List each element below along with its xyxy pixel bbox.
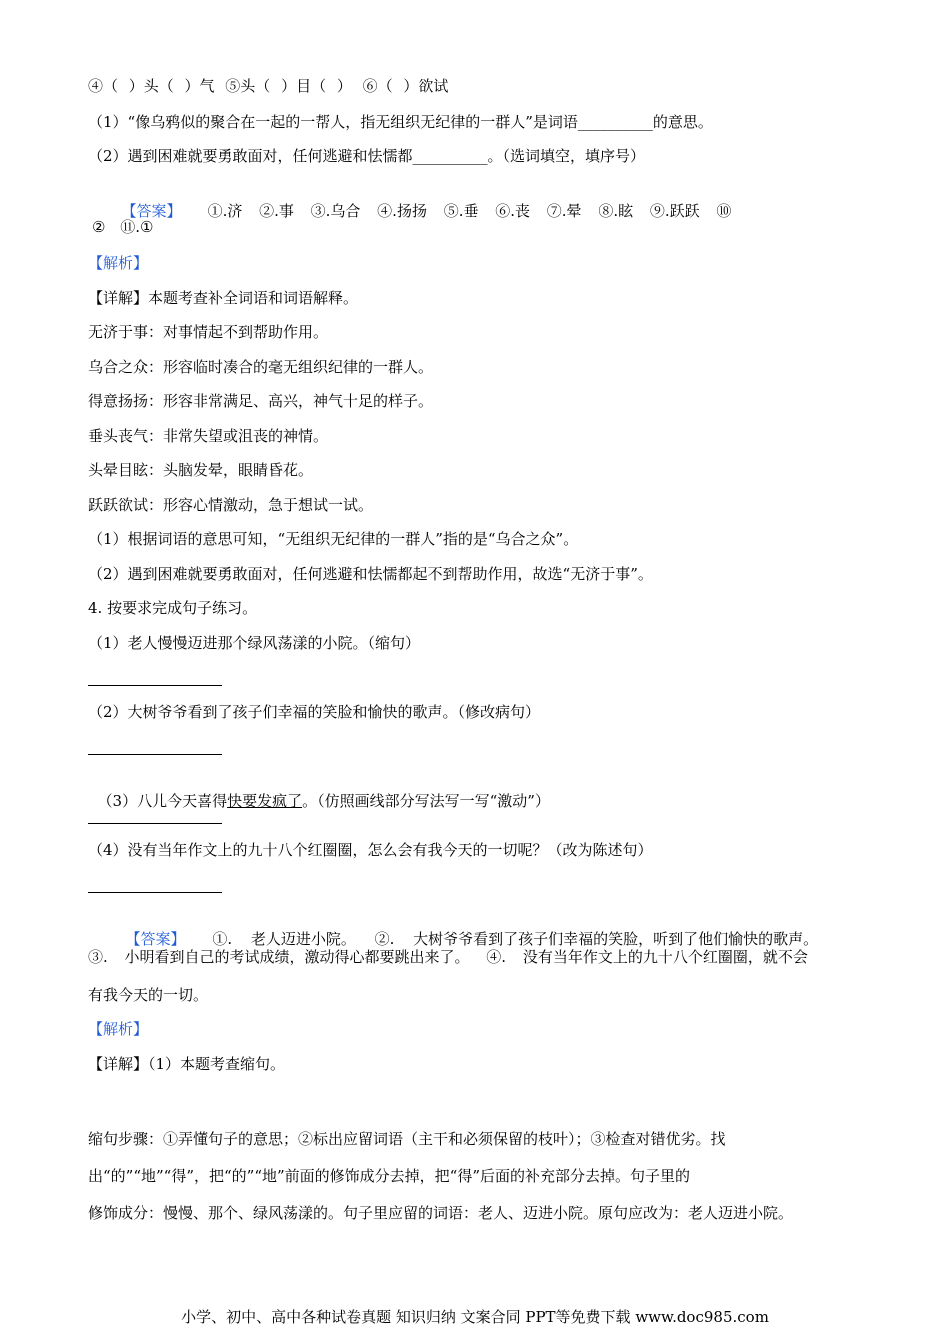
q3-detail-line: 无济于事：对事情起不到帮助作用。	[88, 323, 329, 341]
answer-blank-rule	[88, 685, 222, 686]
q3-answer-line2: ② ⑪.①	[92, 218, 154, 236]
analysis-tag: 【解析】	[88, 1020, 149, 1038]
q4-answer-line3: 有我今天的一切。	[88, 986, 209, 1004]
q4-answer-values: ①. 老人迈进小院。 ②. 大树爷爷看到了孩子们幸福的笑脸，听到了他们愉快的歌声。	[193, 930, 819, 948]
q3-answer-line1	[88, 181, 731, 221]
answer-tag: 【答案】	[125, 930, 186, 948]
q4-answer-line2: ③. 小明看到自己的考试成绩，激动得心都要跳出来了。 ④. 没有当年作文上的九十八个红圈圈，就不会	[88, 948, 808, 966]
answer-blank-rule	[88, 754, 222, 755]
q4-sub3-post: 。（仿照画线部分写法写一写“激动”）	[302, 792, 550, 810]
q4-title: 4. 按要求完成句子练习。	[88, 599, 258, 617]
q4-sub3	[88, 771, 550, 811]
q4-step-line: 缩句步骤：①弄懂句子的意思；②标出应留词语（主干和必须保留的枝叶）；③检查对错优劣。找	[88, 1130, 726, 1148]
q3-sub1: （1）“像乌鸦似的聚合在一起的一帮人，指无组织无纪律的一群人”是词语__________的意思。	[88, 113, 713, 131]
q3-detail-line: 跃跃欲试：形容心情激动，急于想试一试。	[88, 496, 374, 514]
options-row: ④（ ）头（ ）气 ⑤头（ ）目（ ） ⑥（ ）欲试	[88, 77, 449, 95]
q4-step-line: 出“的”“地”“得”，把“的”“地”前面的修饰成分去掉，把“得”后面的补充部分去掉。句子里的	[88, 1167, 691, 1185]
footer-text: 小学、初中、高中各种试卷真题 知识归纳 文案合同 PPT等免费下载 www.doc985.com	[181, 1308, 769, 1326]
q3-detail-line: 乌合之众：形容临时凑合的毫无组织纪律的一群人。	[88, 358, 434, 376]
q3-answer-values: ①.济 ②.事 ③.乌合 ④.扬扬 ⑤.垂 ⑥.丧 ⑦.晕 ⑧.眩 ⑨.跃跃 ⑩	[207, 202, 732, 220]
q4-detail: 【详解】（1）本题考查缩句。	[88, 1055, 286, 1073]
q4-sub2: （2）大树爷爷看到了孩子们幸福的笑脸和愉快的歌声。（修改病句）	[88, 703, 541, 721]
q3-detail-line: 垂头丧气：非常失望或沮丧的神情。	[88, 427, 329, 445]
q3-detail-line: 得意扬扬：形容非常满足、高兴，神气十足的样子。	[88, 392, 434, 410]
q3-sub2: （2）遇到困难就要勇敢面对，任何逃避和怯懦都__________。（选词填空，填序号）	[88, 147, 646, 165]
q3-detail-line: 【详解】本题考查补全词语和词语解释。	[88, 289, 359, 307]
q4-sub3-pre: （3）八儿今天喜得	[97, 792, 228, 810]
q4-step-line: 修饰成分：慢慢、那个、绿风荡漾的。句子里应留的词语：老人、迈进小院。原句应改为：老人迈进小院。	[88, 1204, 794, 1222]
q3-detail-line: （2）遇到困难就要勇敢面对，任何逃避和怯懦都起不到帮助作用，故选“无济于事”。	[88, 565, 653, 583]
q4-sub1: （1）老人慢慢迈进那个绿风荡漾的小院。（缩句）	[88, 634, 421, 652]
answer-blank-rule	[88, 892, 222, 893]
answer-blank-rule	[88, 823, 222, 824]
analysis-tag: 【解析】	[88, 254, 149, 272]
answer-tag: 【答案】	[121, 202, 182, 220]
q4-sub3-underlined: 快要发疯了	[227, 792, 303, 810]
q4-sub4: （4）没有当年作文上的九十八个红圈圈，怎么会有我今天的一切呢？（改为陈述句）	[88, 841, 653, 859]
q4-answer-line1	[88, 909, 818, 949]
q3-detail-line: 头晕目眩：头脑发晕，眼睛昏花。	[88, 461, 314, 479]
q3-detail-line: （1）根据词语的意思可知，“无组织无纪律的一群人”指的是“乌合之众”。	[88, 530, 579, 548]
